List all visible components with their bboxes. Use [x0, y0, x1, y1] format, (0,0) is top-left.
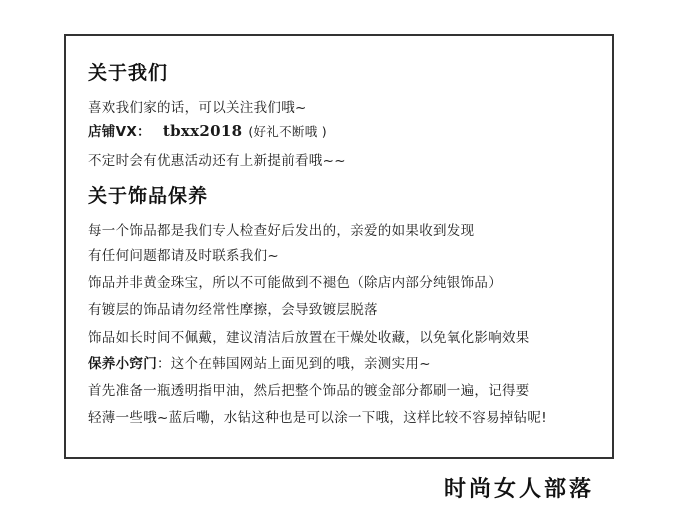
promo-line: 不定时会有优惠活动还有上新提前看哦~~ [88, 153, 346, 169]
care-line: 每一个饰品都是我们专人检查好后发出的，亲爱的如果收到发现 [88, 223, 475, 239]
follow-line: 喜欢我们家的话，可以关注我们哦~ [88, 100, 307, 116]
shop-note: (好礼不断哦 ) [248, 124, 327, 139]
care-line: 有镀层的饰品请勿经常性摩擦，会导致镀层脱落 [88, 302, 378, 318]
care-line: 饰品并非黄金珠宝，所以不可能做到不褪色（除店内部分纯银饰品） [88, 275, 502, 291]
info-card [64, 34, 614, 459]
tip-line [88, 352, 431, 372]
tip-label: 保养小窍门 [88, 356, 157, 372]
care-heading: 关于饰品保养 [88, 185, 209, 207]
care-line: 饰品如长时间不佩戴，建议清洁后放置在干燥处收藏，以免氧化影响效果 [88, 330, 530, 346]
shop-line [88, 120, 327, 140]
tip-detail-line: 首先准备一瓶透明指甲油，然后把整个饰品的镀金部分都刷一遍，记得要 [88, 383, 530, 399]
care-line: 有任何问题都请及时联系我们~ [88, 248, 280, 264]
brand-signature: 时尚女人部落 [444, 476, 595, 502]
about-us-heading: 关于我们 [88, 62, 169, 84]
shop-id: tbxx2018 [162, 122, 243, 140]
tip-text: ：这个在韩国网站上面见到的哦，亲测实用~ [157, 356, 431, 372]
shop-label: 店铺VX： [88, 124, 151, 140]
tip-detail-line: 轻薄一些哦~蓝后嘞，水钻这种也是可以涂一下哦，这样比较不容易掉钻呢! [88, 410, 547, 426]
